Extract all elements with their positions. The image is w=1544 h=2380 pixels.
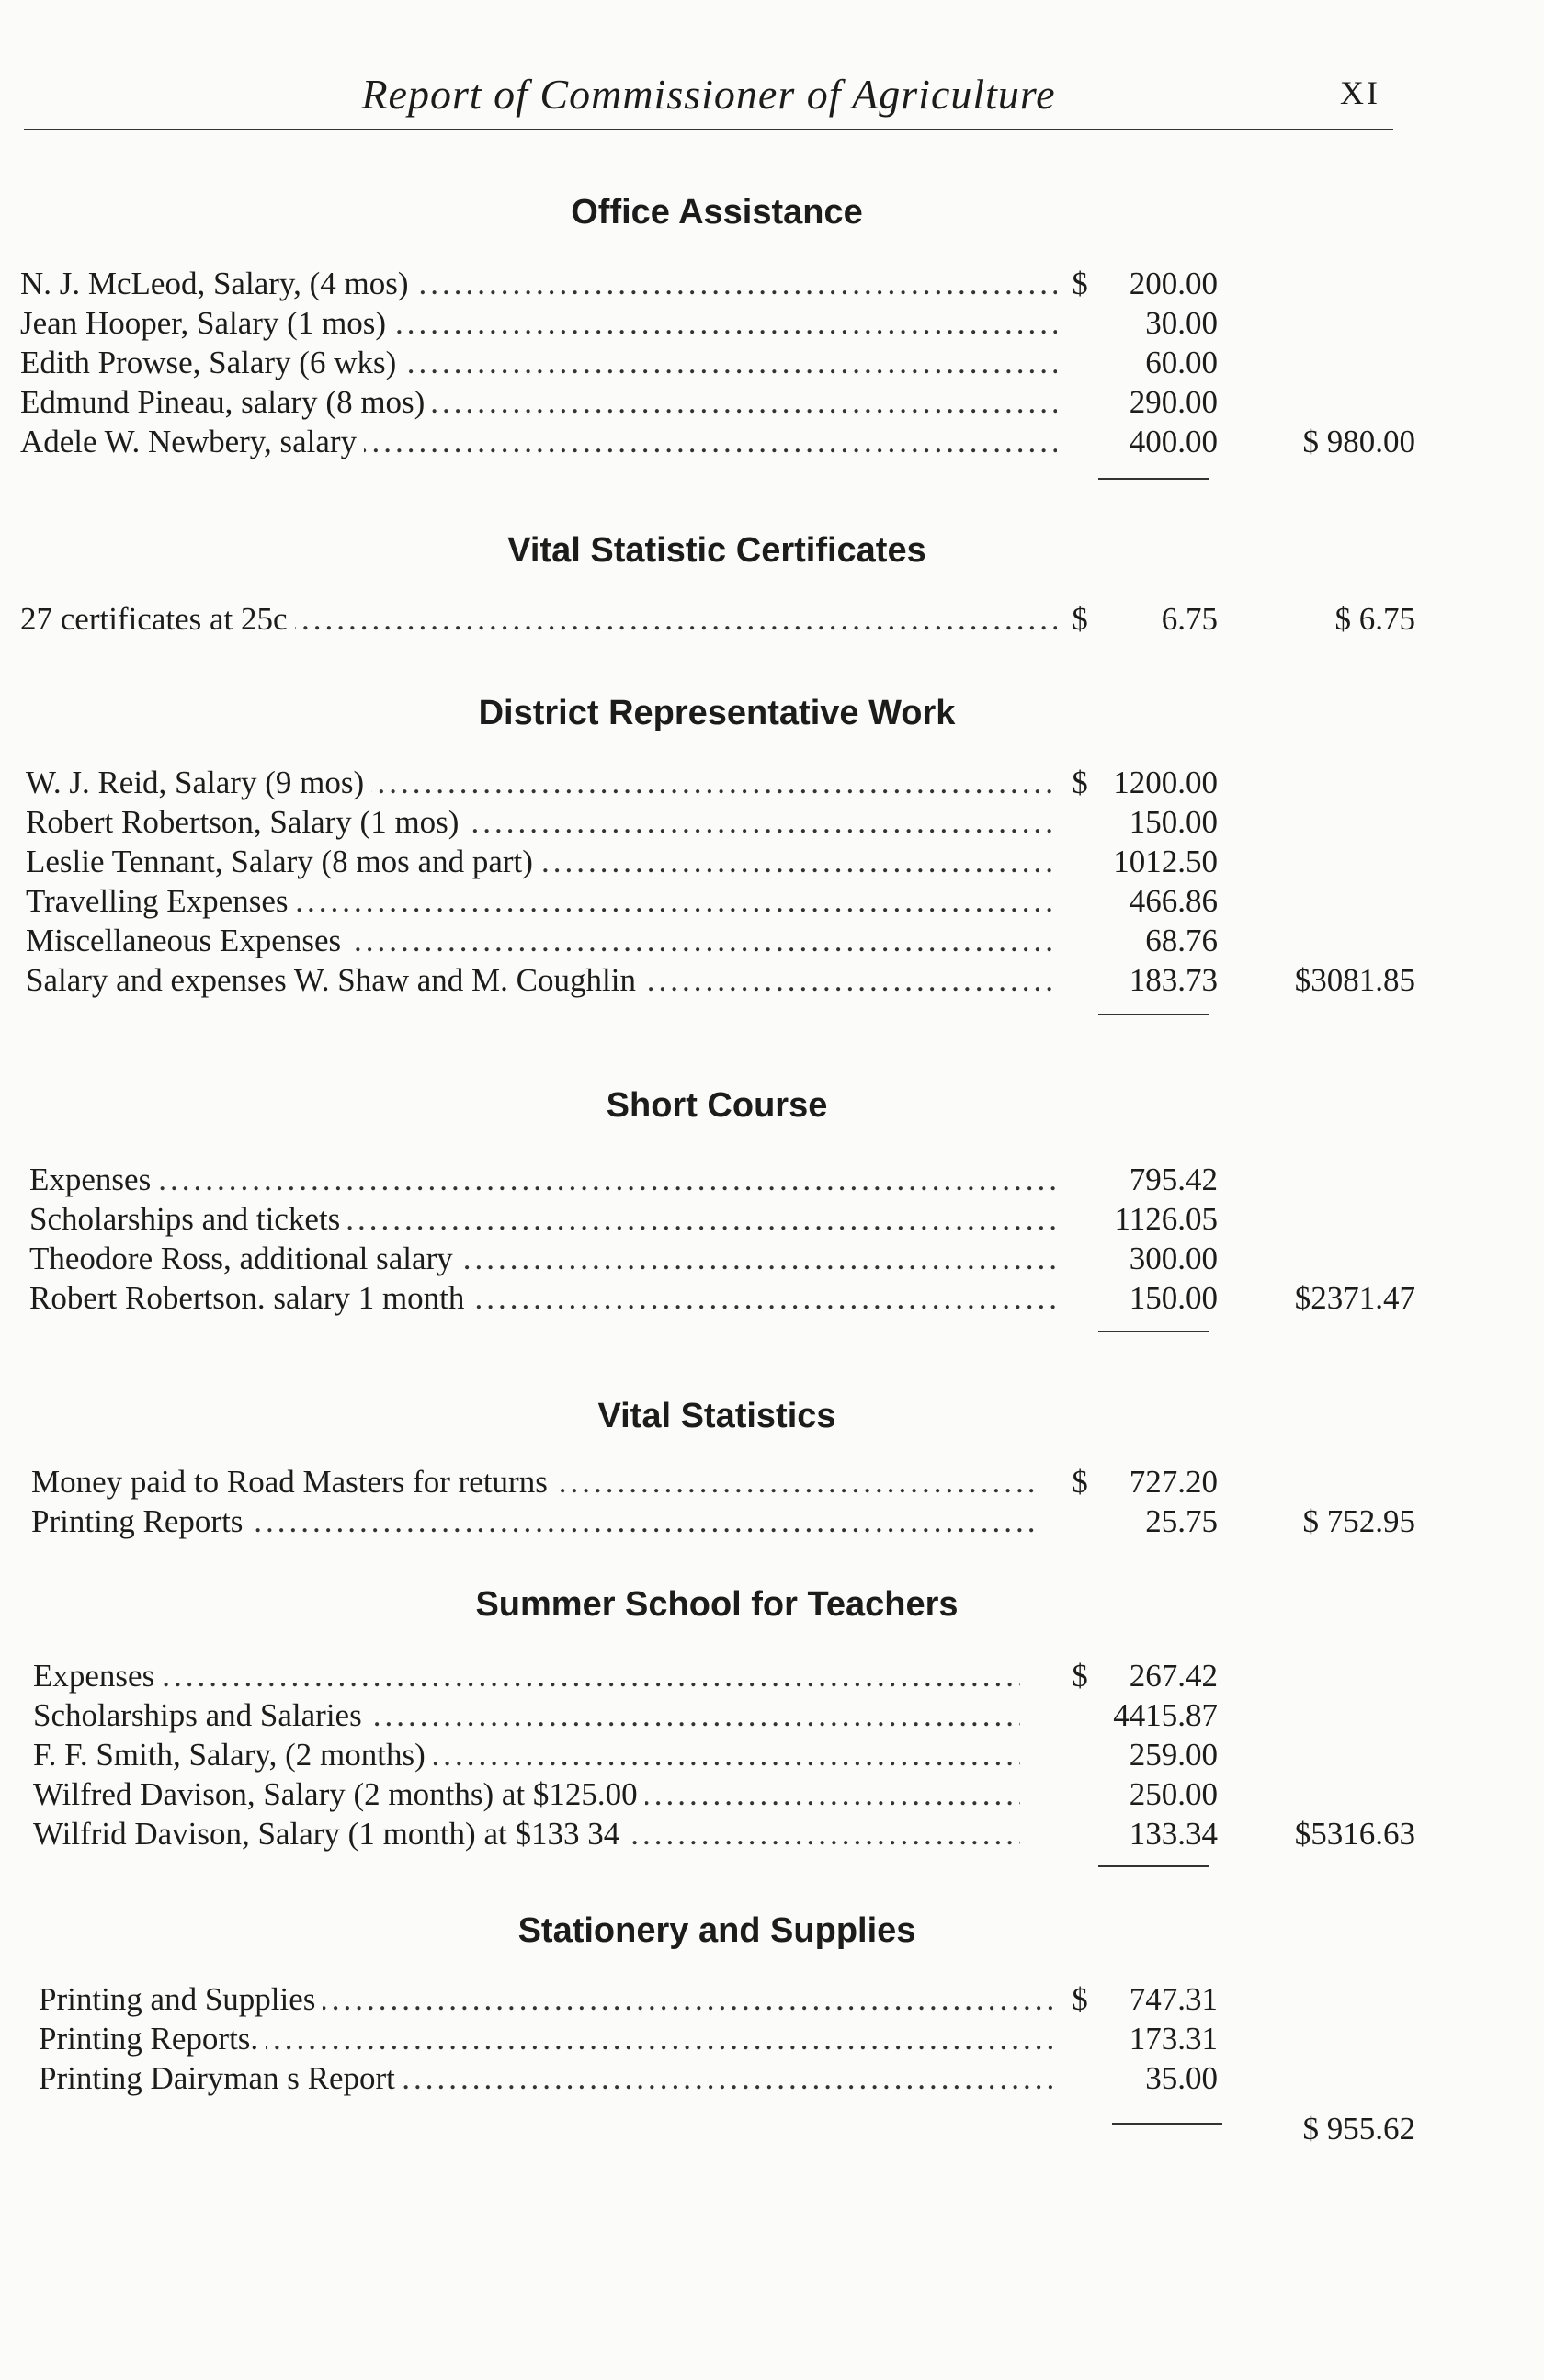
section-title: District Representative Work <box>478 694 956 732</box>
item-label-text: Edith Prowse, Salary (6 wks) <box>20 345 403 380</box>
currency-sign: $ <box>1072 1981 1088 2017</box>
subtotal-rule <box>1098 1014 1209 1015</box>
ledger-row <box>0 264 1434 304</box>
item-label <box>20 599 1057 640</box>
currency-sign: $ <box>1072 1658 1088 1694</box>
currency-sign: $ <box>1072 765 1088 800</box>
ledger-row <box>0 960 1434 1001</box>
subtotal-rule <box>1098 1865 1209 1867</box>
item-label <box>26 842 1057 882</box>
ledger-row <box>0 1462 1434 1502</box>
item-label-text: Scholarships and tickets <box>29 1201 347 1237</box>
item-label <box>20 382 1057 423</box>
item-label-text: Adele W. Newbery, salary <box>20 424 364 459</box>
item-label <box>29 1160 1057 1200</box>
section-total: $3081.85 <box>1294 962 1415 998</box>
item-amount: 290.00 <box>1129 384 1218 420</box>
item-label-text: Theodore Ross, additional salary <box>29 1241 460 1276</box>
item-amount: 1126.05 <box>1114 1201 1218 1237</box>
ledger-row <box>0 921 1434 961</box>
section-total: $2371.47 <box>1294 1280 1415 1316</box>
ledger-row <box>0 1278 1434 1319</box>
item-label-text: N. J. McLeod, Salary, (4 mos) <box>20 266 416 301</box>
item-label <box>26 763 1057 803</box>
item-label-text: F. F. Smith, Salary, (2 months) <box>33 1737 433 1773</box>
item-label-text: Printing Reports. <box>39 2021 266 2057</box>
item-label <box>26 921 1057 961</box>
item-label <box>33 1656 1020 1696</box>
ledger-row <box>0 1239 1434 1279</box>
item-amount: 4415.87 <box>1113 1697 1218 1733</box>
item-amount: 250.00 <box>1129 1776 1218 1812</box>
ledger-row <box>0 763 1434 803</box>
item-label <box>20 264 1057 304</box>
item-label <box>20 343 1057 383</box>
item-amount: 795.42 <box>1129 1162 1218 1197</box>
section-title: Short Course <box>606 1086 828 1125</box>
ledger-row <box>0 881 1434 922</box>
item-label <box>26 802 1057 843</box>
section-title: Summer School for Teachers <box>475 1585 959 1624</box>
item-label-text: Leslie Tennant, Salary (8 mos and part) <box>26 844 540 879</box>
ledger-row <box>0 422 1434 462</box>
item-amount: 150.00 <box>1129 804 1218 840</box>
section-total: $ 980.00 <box>1302 424 1415 459</box>
item-amount: 267.42 <box>1129 1658 1218 1694</box>
item-amount: 183.73 <box>1129 962 1218 998</box>
ledger-row <box>0 1160 1434 1200</box>
item-amount: 133.34 <box>1129 1816 1218 1852</box>
item-label <box>20 422 1057 462</box>
item-amount: 466.86 <box>1129 883 1218 919</box>
ledger-row <box>0 1774 1434 1815</box>
item-label <box>20 303 1057 344</box>
item-amount: 1012.50 <box>1113 844 1218 879</box>
item-label-text: Printing and Supplies <box>39 1981 323 2017</box>
item-label-text: Salary and expenses W. Shaw and M. Coughlin <box>26 962 643 998</box>
ledger-row <box>0 1979 1434 2020</box>
ledger-row <box>0 599 1434 640</box>
item-label-text: Wilfred Davison, Salary (2 months) at $125.00 <box>33 1776 645 1812</box>
item-label <box>39 2019 1057 2059</box>
item-amount: 68.76 <box>1145 923 1218 958</box>
ledger-row <box>0 1735 1434 1775</box>
running-header <box>24 64 1393 130</box>
item-label-text: Miscellaneous Expenses <box>26 923 348 958</box>
running-title: Report of Commissioner of Agriculture <box>361 71 1056 118</box>
section-title: Vital Statistics <box>597 1397 836 1435</box>
item-amount: 400.00 <box>1129 424 1218 459</box>
item-label <box>26 960 1057 1001</box>
subtotal-rule <box>1098 1331 1209 1332</box>
item-label-text: Scholarships and Salaries <box>33 1697 369 1733</box>
currency-sign: $ <box>1072 601 1088 637</box>
subtotal-rule <box>1098 478 1209 480</box>
item-amount: 747.31 <box>1129 1981 1218 2017</box>
ledger-row <box>0 2058 1434 2099</box>
ledger-row <box>0 1199 1434 1240</box>
currency-sign: $ <box>1072 266 1088 301</box>
item-amount: 727.20 <box>1129 1464 1218 1500</box>
ledger-total-row <box>0 2109 1434 2149</box>
item-label-text: Robert Robertson. salary 1 month <box>29 1280 471 1316</box>
ledger-row <box>0 842 1434 882</box>
ledger-row <box>0 382 1434 423</box>
ledger-row <box>0 802 1434 843</box>
item-amount: 150.00 <box>1129 1280 1218 1316</box>
item-amount: 6.75 <box>1161 601 1218 637</box>
item-amount: 259.00 <box>1129 1737 1218 1773</box>
ledger-row <box>0 1695 1434 1736</box>
item-label <box>33 1695 1020 1736</box>
ledger-row <box>0 1502 1434 1542</box>
item-amount: 60.00 <box>1145 345 1218 380</box>
item-label-text: Travelling Expenses <box>26 883 296 919</box>
item-label <box>33 1814 1020 1854</box>
item-label-text: Printing Dairyman s Report <box>39 2060 403 2096</box>
item-amount: 25.75 <box>1145 1503 1218 1539</box>
item-label-text: Printing Reports <box>31 1503 250 1539</box>
item-label-text: Expenses <box>33 1658 162 1694</box>
section-title: Office Assistance <box>571 193 863 232</box>
ledger-row <box>0 2019 1434 2059</box>
item-amount: 35.00 <box>1145 2060 1218 2096</box>
section-total: $ 752.95 <box>1302 1503 1415 1539</box>
item-label <box>33 1774 1020 1815</box>
item-label-text: Money paid to Road Masters for returns <box>31 1464 555 1500</box>
item-label <box>26 881 1057 922</box>
item-label <box>29 1239 1057 1279</box>
item-label-text: Expenses <box>29 1162 158 1197</box>
item-label-text: Jean Hooper, Salary (1 mos) <box>20 305 393 341</box>
item-label <box>39 2058 1057 2099</box>
item-label <box>33 1735 1020 1775</box>
section-total: $ 955.62 <box>1302 2111 1415 2147</box>
item-label-text: Wilfrid Davison, Salary (1 month) at $133 34 <box>33 1816 627 1852</box>
ledger-row <box>0 303 1434 344</box>
currency-sign: $ <box>1072 1464 1088 1500</box>
item-amount: 1200.00 <box>1113 765 1218 800</box>
section-title: Vital Statistic Certificates <box>507 531 926 570</box>
ledger-row <box>0 343 1434 383</box>
item-amount: 300.00 <box>1129 1241 1218 1276</box>
section-total: $5316.63 <box>1294 1816 1415 1852</box>
page-number: XI <box>1340 74 1380 111</box>
section-title: Stationery and Supplies <box>517 1911 916 1950</box>
ledger-row <box>0 1814 1434 1854</box>
item-label-text: 27 certificates at 25c <box>20 601 295 637</box>
item-amount: 173.31 <box>1129 2021 1218 2057</box>
item-label <box>29 1199 1057 1240</box>
item-label <box>31 1502 1039 1542</box>
item-label-text: Edmund Pineau, salary (8 mos) <box>20 384 432 420</box>
item-label-text: Robert Robertson, Salary (1 mos) <box>26 804 466 840</box>
section-total: $ 6.75 <box>1334 601 1415 637</box>
item-label <box>29 1278 1057 1319</box>
ledger-row <box>0 1656 1434 1696</box>
item-amount: 30.00 <box>1145 305 1218 341</box>
item-label <box>31 1462 1039 1502</box>
item-label <box>39 1979 1057 2020</box>
item-amount: 200.00 <box>1129 266 1218 301</box>
item-label-text: W. J. Reid, Salary (9 mos) <box>26 765 371 800</box>
